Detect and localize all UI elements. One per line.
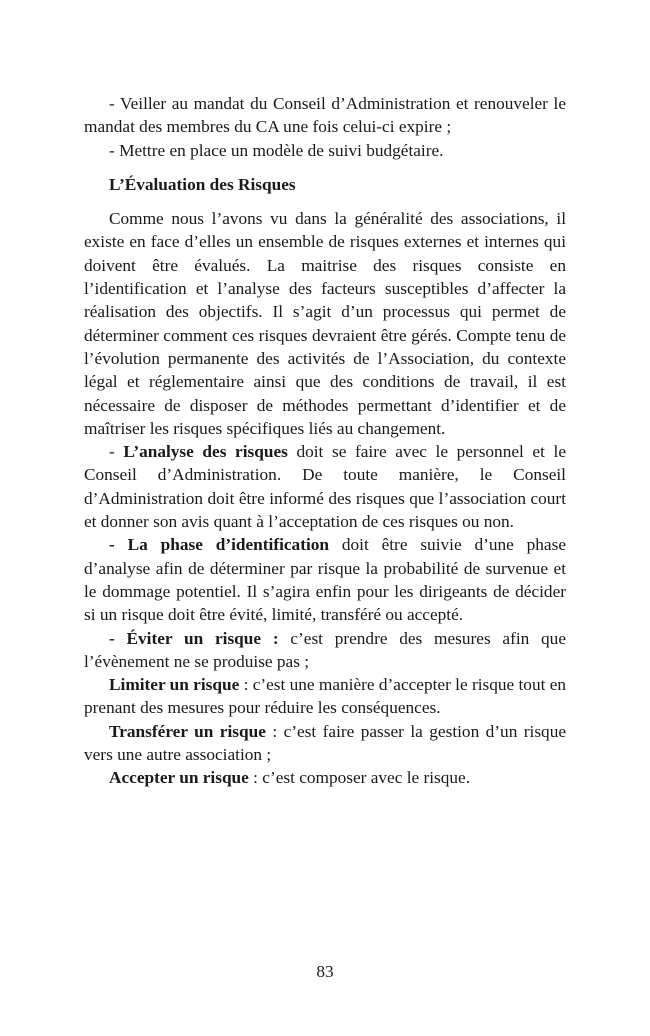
analyse-prefix: - (109, 442, 124, 462)
transferer-text: : c’est faire passer la gestion d’un risque vers une autre association ; (84, 721, 567, 765)
paragraph-mandat: - Veiller au mandat du Conseil d’Administration et renouveler le mandat des membres du CA une fois celui-ci expire ; (84, 94, 566, 137)
identification-text: doit être suivie d’une phase d’analyse afin de déterminer par risque la probabilité de survenue et le dommage potentiel. Il s’agira enfin pour les dirigeants de décider si un risque doit être évité, limité, transféré ou accepté. (84, 535, 566, 625)
accepter-term: Accepter un risque (109, 768, 249, 788)
page-body (84, 92, 566, 790)
transferer-term: Transférer un risque (109, 721, 266, 741)
paragraph-limiter (84, 673, 566, 720)
paragraph-analyse (84, 440, 566, 533)
paragraph-identification (84, 533, 566, 626)
section-heading: L’Évaluation des Risques (109, 174, 296, 194)
paragraph-transferer (84, 720, 566, 767)
page-number: 83 (316, 962, 334, 981)
eviter-text: c’est prendre des mesures afin que l’évènement ne se produise pas ; (84, 628, 566, 671)
accepter-text: : c’est composer avec le risque. (248, 768, 471, 788)
paragraph-eviter (84, 627, 566, 674)
paragraph-accepter (84, 766, 566, 789)
identification-term: - La phase d’identification (109, 535, 330, 555)
eviter-term: - Éviter un risque : (109, 628, 279, 648)
paragraph-intro-risques: Comme nous l’avons vu dans la généralité des associations, il existe en face d’elles un ensemble de risques externes et internes qui doivent être évalués. La maitrise des risques consiste en l’identification et l’analyse des facteurs susceptibles d’affecter la réalisation des objectifs. Il s’agit d’un processus qui permet de déterminer comment ces risques devraient être gérés. Compte tenu de l’évolution permanente des activités de l’Association, du contexte légal et réglementaire ainsi que des conditions de travail, il est nécessaire de disposer de méthodes permettant d’identifier et de maîtriser les risques spécifiques liés au changement. (84, 209, 566, 438)
analyse-term: L’analyse des risques (123, 442, 288, 462)
limiter-term: Limiter un risque (109, 675, 240, 695)
analyse-text: doit se faire avec le personnel et le Conseil d’Administration. De toute manière, le Conseil d’Administration doit être informé des risques que l’association court et donner son avis quant à l’acceptation de ces risques ou non. (84, 442, 566, 532)
paragraph-budget: - Mettre en place un modèle de suivi budgétaire. (109, 140, 444, 160)
limiter-text: : c’est une manière d’accepter le risque tout en prenant des mesures pour réduire les conséquences. (84, 675, 567, 718)
